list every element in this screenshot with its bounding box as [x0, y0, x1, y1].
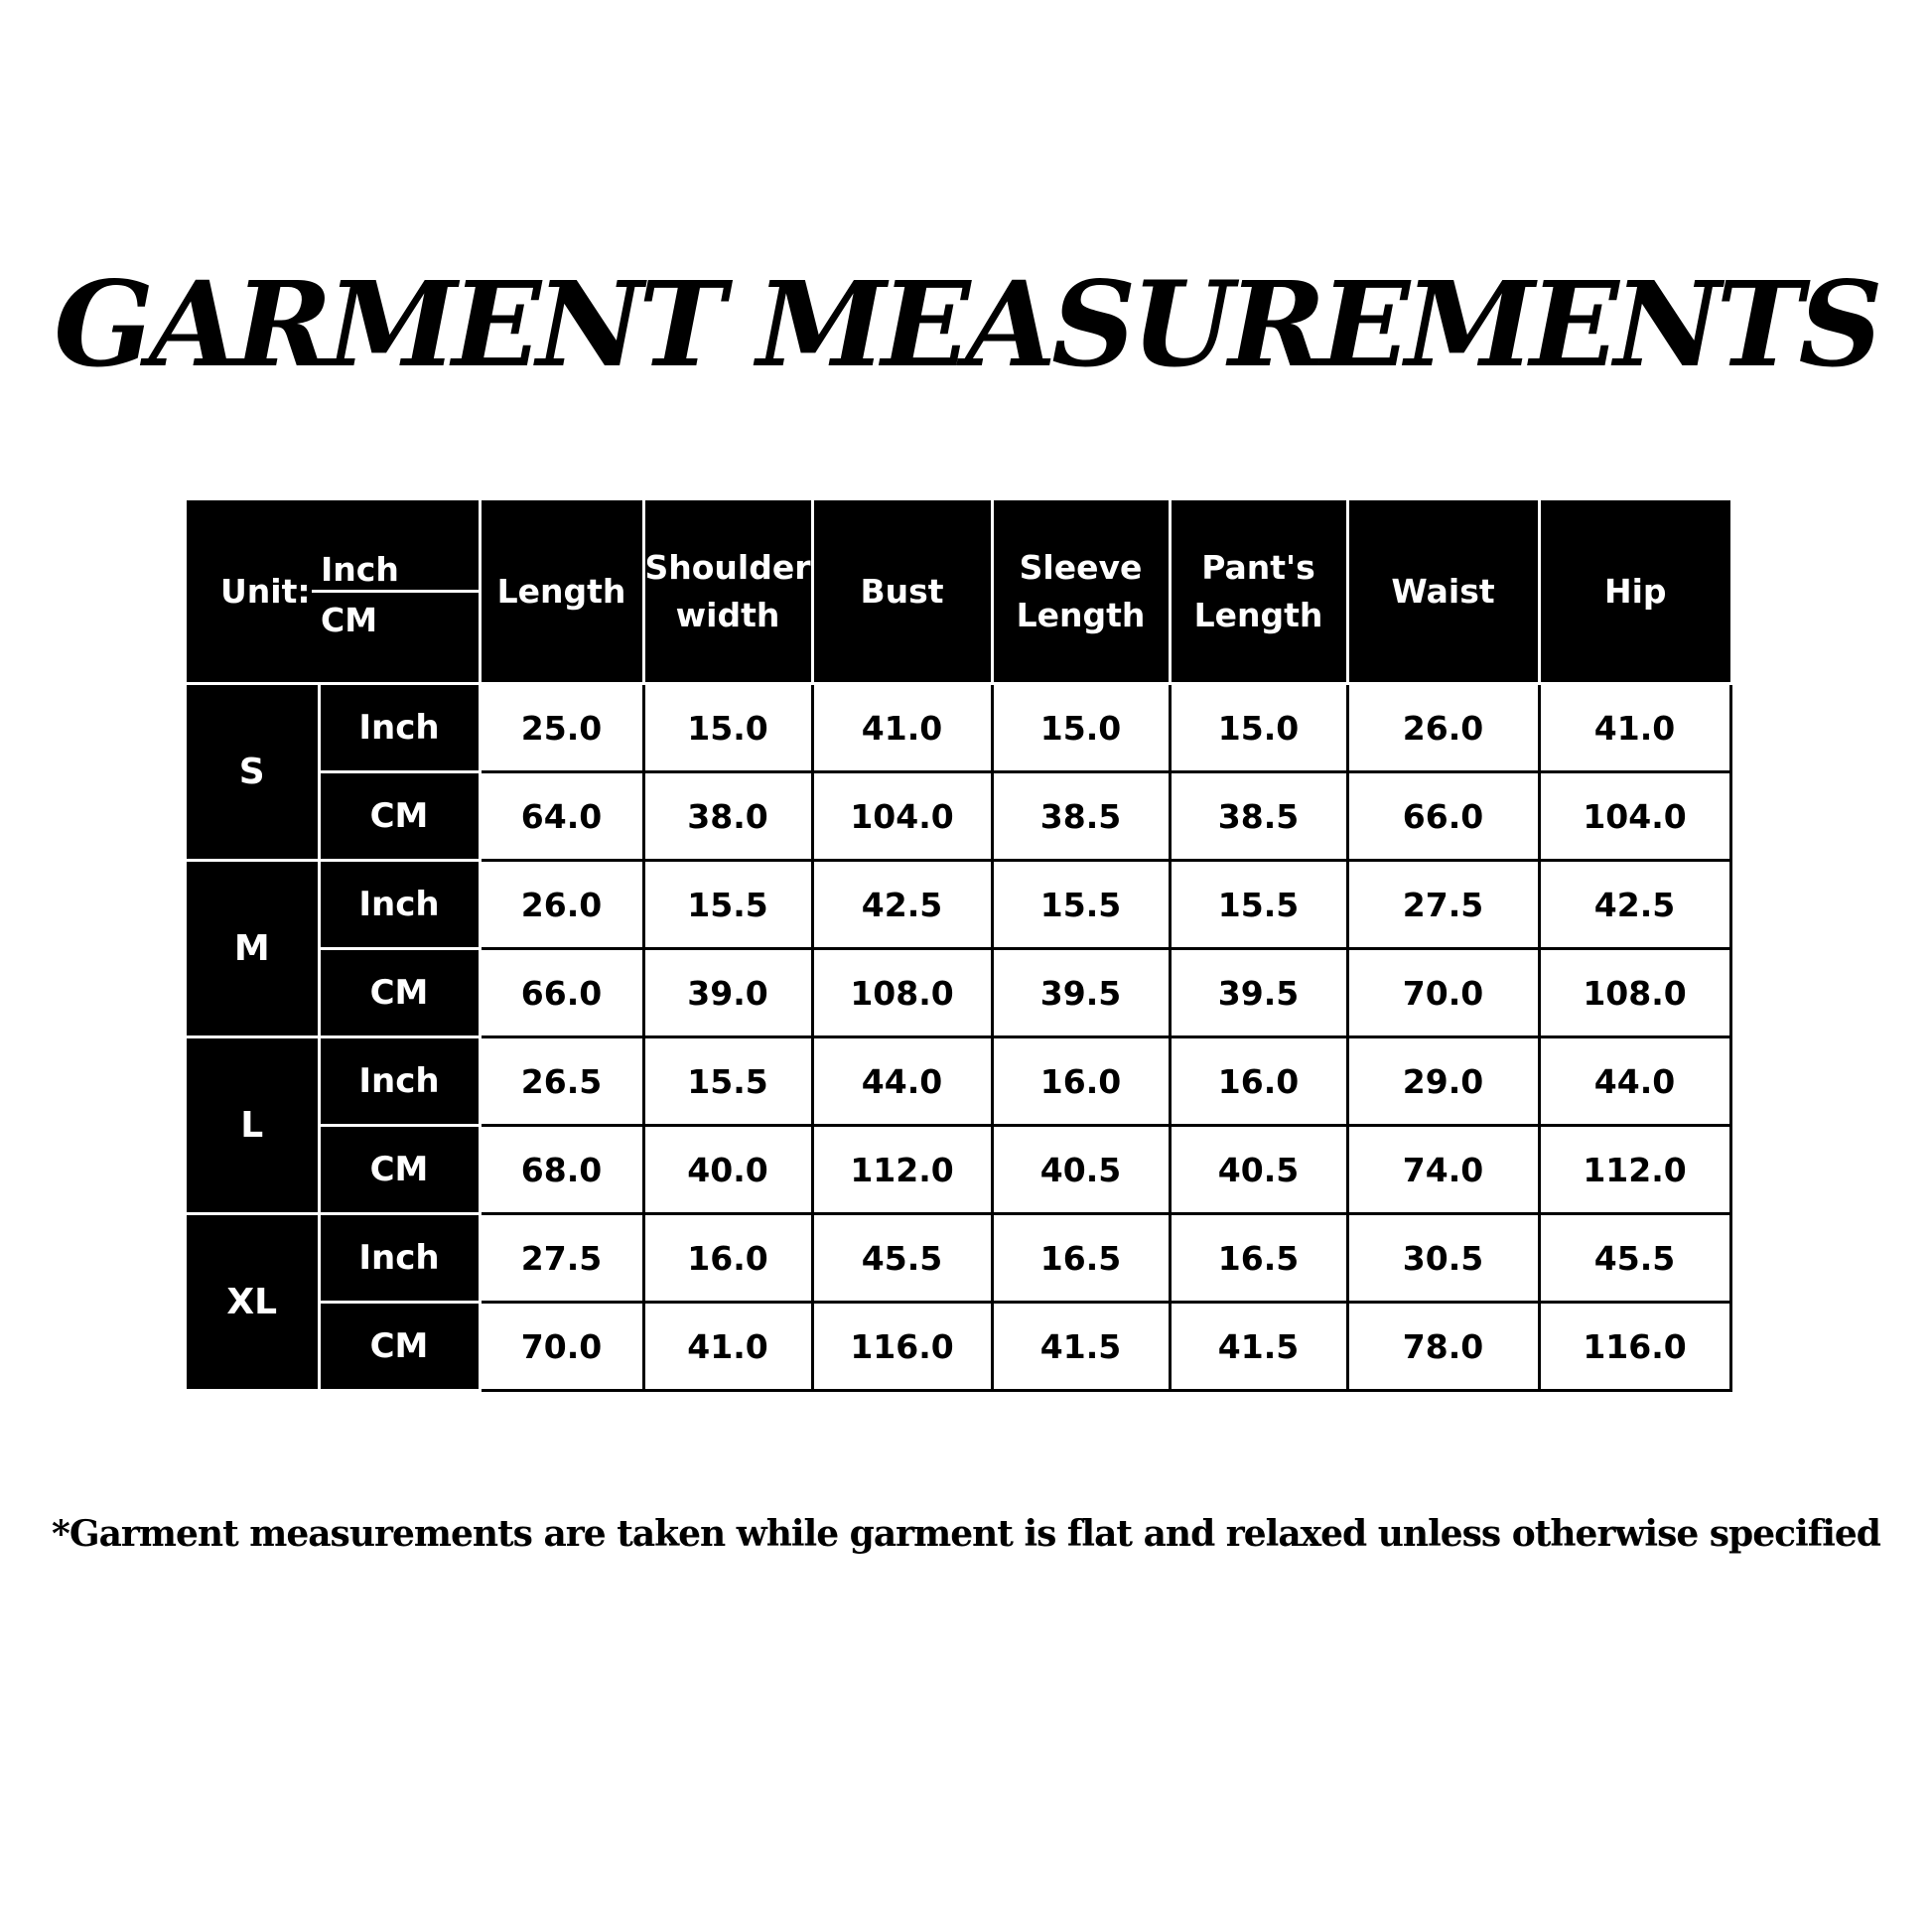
- column-header-text: Shoulder: [644, 547, 811, 587]
- measurement-value: 39.5: [992, 949, 1170, 1037]
- measurement-value: 70.0: [1347, 949, 1539, 1037]
- row-unit-label: Inch: [319, 1037, 480, 1126]
- unit-inch-label: Inch: [321, 550, 399, 589]
- table-row: [187, 861, 1730, 949]
- table-row: [187, 1303, 1730, 1391]
- measurement-value: 16.5: [1170, 1214, 1347, 1303]
- row-unit-label: Inch: [319, 861, 480, 949]
- table-row: [187, 949, 1730, 1037]
- column-header-text: Bust: [860, 571, 944, 611]
- measurement-value: 42.5: [1539, 861, 1730, 949]
- measurement-value: 16.0: [992, 1037, 1170, 1126]
- measurement-value: 38.0: [643, 772, 812, 861]
- column-header: [1347, 500, 1539, 684]
- column-header-text: width: [675, 595, 780, 634]
- page-title: GARMENT MEASUREMENTS: [54, 255, 1878, 393]
- measurement-value: 16.0: [643, 1214, 812, 1303]
- row-unit-label: CM: [319, 949, 480, 1037]
- measurement-value: 112.0: [812, 1126, 992, 1214]
- row-unit-label: CM: [319, 772, 480, 861]
- measurement-value: 15.5: [643, 861, 812, 949]
- measurement-value: 41.5: [1170, 1303, 1347, 1391]
- size-label: XL: [187, 1214, 319, 1391]
- column-header-text: Length: [1193, 595, 1323, 634]
- unit-divider-line: [312, 590, 481, 593]
- unit-header-cell: [187, 500, 480, 684]
- measurement-value: 45.5: [1539, 1214, 1730, 1303]
- measurement-value: 112.0: [1539, 1126, 1730, 1214]
- measurement-note: *Garment measurements are taken while garment is flat and relaxed unless otherwise specified: [52, 1513, 1880, 1555]
- column-header: [992, 500, 1170, 684]
- column-header-text: Length: [496, 571, 626, 611]
- column-header-text: Hip: [1603, 571, 1667, 611]
- measurement-value: 108.0: [812, 949, 992, 1037]
- measurement-value: 104.0: [1539, 772, 1730, 861]
- size-label: S: [187, 684, 319, 861]
- size-label: L: [187, 1037, 319, 1214]
- header-row: [187, 500, 1730, 684]
- unit-label: Unit:: [220, 572, 311, 611]
- table-row: [187, 1037, 1730, 1126]
- measurement-value: 15.5: [1170, 861, 1347, 949]
- column-header-text: Length: [1016, 595, 1146, 634]
- measurement-value: 44.0: [812, 1037, 992, 1126]
- measurement-value: 16.5: [992, 1214, 1170, 1303]
- measurement-value: 15.5: [992, 861, 1170, 949]
- measurement-value: 15.5: [643, 1037, 812, 1126]
- measurement-value: 29.0: [1347, 1037, 1539, 1126]
- column-header: [812, 500, 992, 684]
- measurement-value: 26.0: [1347, 684, 1539, 772]
- measurement-value: 116.0: [1539, 1303, 1730, 1391]
- table-row: [187, 684, 1730, 772]
- measurement-value: 41.5: [992, 1303, 1170, 1391]
- table-row: [187, 1214, 1730, 1303]
- measurement-value: 39.5: [1170, 949, 1347, 1037]
- measurement-value: 42.5: [812, 861, 992, 949]
- column-header-text: Sleeve: [1019, 547, 1143, 587]
- measurement-value: 40.5: [992, 1126, 1170, 1214]
- measurement-value: 27.5: [1347, 861, 1539, 949]
- column-header: [643, 500, 812, 684]
- measurement-value: 104.0: [812, 772, 992, 861]
- row-unit-label: Inch: [319, 684, 480, 772]
- measurement-value: 66.0: [480, 949, 643, 1037]
- measurement-value: 41.0: [812, 684, 992, 772]
- column-header-text: Pant's: [1201, 547, 1315, 587]
- size-label: M: [187, 861, 319, 1037]
- size-chart-table: [187, 500, 1732, 1392]
- table-row: [187, 1126, 1730, 1214]
- measurement-value: 15.0: [643, 684, 812, 772]
- measurement-value: 15.0: [992, 684, 1170, 772]
- measurement-value: 39.0: [643, 949, 812, 1037]
- measurement-value: 116.0: [812, 1303, 992, 1391]
- measurement-value: 27.5: [480, 1214, 643, 1303]
- column-header: [1539, 500, 1730, 684]
- measurement-value: 16.0: [1170, 1037, 1347, 1126]
- row-unit-label: Inch: [319, 1214, 480, 1303]
- measurement-value: 30.5: [1347, 1214, 1539, 1303]
- measurement-value: 64.0: [480, 772, 643, 861]
- measurement-value: 44.0: [1539, 1037, 1730, 1126]
- measurement-value: 38.5: [992, 772, 1170, 861]
- column-header-text: Waist: [1391, 571, 1495, 611]
- measurement-value: 45.5: [812, 1214, 992, 1303]
- measurement-value: 41.0: [643, 1303, 812, 1391]
- table-row: [187, 772, 1730, 861]
- measurement-value: 74.0: [1347, 1126, 1539, 1214]
- row-unit-label: CM: [319, 1126, 480, 1214]
- measurement-value: 40.5: [1170, 1126, 1347, 1214]
- measurement-value: 68.0: [480, 1126, 643, 1214]
- measurement-value: 15.0: [1170, 684, 1347, 772]
- measurement-value: 40.0: [643, 1126, 812, 1214]
- measurement-value: 26.0: [480, 861, 643, 949]
- measurement-value: 26.5: [480, 1037, 643, 1126]
- column-header: [1170, 500, 1347, 684]
- measurement-value: 38.5: [1170, 772, 1347, 861]
- measurement-value: 70.0: [480, 1303, 643, 1391]
- measurement-value: 41.0: [1539, 684, 1730, 772]
- unit-cm-label: CM: [321, 601, 378, 639]
- measurement-value: 66.0: [1347, 772, 1539, 861]
- column-header: [480, 500, 643, 684]
- measurement-value: 25.0: [480, 684, 643, 772]
- measurement-value: 78.0: [1347, 1303, 1539, 1391]
- measurement-value: 108.0: [1539, 949, 1730, 1037]
- row-unit-label: CM: [319, 1303, 480, 1391]
